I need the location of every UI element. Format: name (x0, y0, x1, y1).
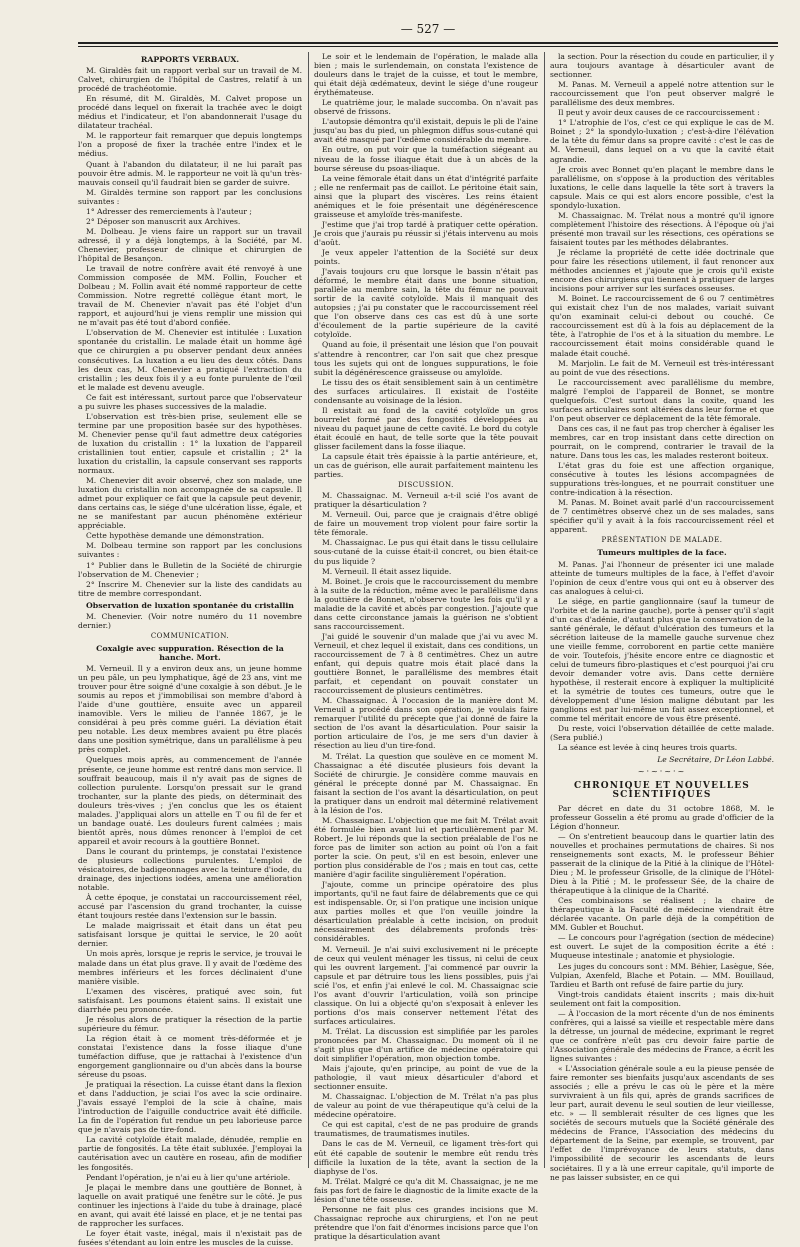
ornament-divider: ~·~·~·~ (637, 766, 687, 776)
paragraph: En outre, on put voir que la tuméfaction siégeant au niveau de la fosse iliaque était due à un abcès de la bourse séreuse du psoas-iliaque. (314, 145, 538, 173)
paragraph: la section. Pour la résection du coude en particulier, il y aura toujours avantage à désarticuler avant de sectionner. (550, 52, 774, 80)
paragraph: Mais j'ajoute, qu'en principe, au point de vue de la pathologie, il vaut mieux désarticuler d'abord et sectionner ensuite. (314, 1064, 538, 1092)
paragraph: Pendant l'opération, je n'ai eu à lier qu'une artériole. (86, 1172, 291, 1182)
paragraph: M. Chenevier. (Voir notre numéro du 11 novembre dernier.) (78, 611, 302, 630)
paragraph: — Le concours pour l'agrégation (section de médecine) est ouvert. Le sujet de la composition écrite a été : Muqueuse intestinale ; anatomie et physiologie. (550, 933, 774, 961)
paragraph: 2° Déposer son manuscrit aux Archives. (86, 216, 241, 226)
paragraph: Je réclame la propriété de cette idée doctrinale que pour faire les résections utilement, il faut renoncer aux méthodes anciennes et j'ajoute que je crois qu'il existe encore des chirurgiens qui tiennent à pratiquer de larges incisions pour arriver sur les surfaces osseuses. (550, 247, 774, 294)
paragraph: Un mois après, lorsque je repris le service, je trouvai le malade dans un état plus grave. Il y avait de l'œdème des membres inférieurs et les forces déclinaient d'une manière visible. (78, 949, 302, 986)
paragraph: L'observation est très-bien prise, seulement elle se termine par une proposition basée sur des hypothèses. M. Chenevier pense qu'il faut admettre deux catégories de luxation du cristallin : 1° la luxation de l'appareil cristallinien tout entier, capsule et cristallin ; 2° la luxation du cristallin, la capsule conservant ses rapports normaux. (78, 411, 302, 476)
paragraph: M. Verneuil. Oui, parce que je craignais d'être obligé de faire un mouvement trop violent pour faire sortir la tête fémorale. (314, 510, 538, 538)
paragraph: Quand au foie, il présentait une lésion que l'on pouvait s'attendre à rencontrer, car l'on sait que chez presque tous les sujets qui ont de longues suppurations, le foie subit la dégénérescence graisseuse ou amyloïde. (314, 340, 538, 377)
text-columns (78, 52, 778, 1247)
page-number: — 527 — (400, 22, 456, 36)
paragraph: M. Trélat. La discussion est simplifiée par les paroles prononcées par M. Chassaignac. Du moment où il ne s'agit plus que d'un artifice de médecine opératoire qui doit simplifier l'opération, mon objection tombe. (314, 1026, 538, 1064)
paragraph: Dans le courant du printemps, je constatai l'existence de plusieurs collections purulentes. L'emploi de vésicatoires, de badigeonnages avec la teinture d'iode, du drainage, des injections iodées, amena une amélioration notable. (78, 846, 302, 893)
paragraph: J'ajoute, comme un principe opératoire des plus importants, qu'il ne faut faire de délabrements que ce qui est indispensable. Or, si l'on pratique une incision unique aux parties molles et que l'on veuille joindre la désarticulation préalable à cette incision, on produit nécessairement des délabrements profonds très-considérables. (314, 880, 538, 944)
paragraph: M. Giraldès fait un rapport verbal sur un travail de M. Calvet, chirurgien de l'hôpital de Castres, relatif à un procédé de trachéotomie. (78, 66, 302, 94)
paragraph: Le tissu des os était sensiblement sain à un centimètre des surfaces articulaires. Il existait de l'ostéite condensante au voisinage de la lésion. (314, 377, 538, 405)
paragraph: Je plaçai le membre dans une gouttière de Bonnet, à laquelle on avait pratiqué une fenêtre sur le côté. Je pus continuer les injections à l'aide du tube à drainage, placé en avant, qui avait été laissé en place, et je ne tentai pas de rapprocher les surfaces. (78, 1182, 302, 1228)
paragraph: Par décret en date du 31 octobre 1868, M. le professeur Gosselin a été promu au grade d'officier de la Légion d'honneur. (550, 803, 774, 831)
paragraph: M. Chassaignac. L'objection que me fait M. Trélat avait été formulée bien avant lui et particulièrement par M. Robert. Je lui réponds que la section préalable de l'os ne force pas de limiter son action au point où l'on a fait porter la scie. On peut, s'il en est besoin, enlever une portion plus considérable de l'os ; mais en tout cas, cette manière d'agir facilite singulièrement l'opération. (314, 815, 538, 880)
paragraph: 1° Adresser des remerciements à l'auteur ; (86, 206, 252, 216)
paragraph: M. Dolbeau termine son rapport par les conclusions suivantes : (78, 541, 302, 560)
paragraph: Dans ces cas, il ne faut pas trop chercher à égaliser les membres, car en trop insistant dans cette direction on pourrait, on le comprend, contrarier le travail de la nature. Dans tous les cas, les malades resteront boiteux. (550, 423, 774, 461)
header-rule (78, 42, 778, 44)
paragraph: 2° Inscrire M. Chenevier sur la liste des candidats au titre de membre correspondant. (78, 579, 302, 598)
paragraph: M. Marjolin. Le fait de M. Verneuil est très-intéressant au point de vue des résections. (550, 358, 774, 377)
paragraph: M. Giraldès termine son rapport par les conclusions suivantes : (78, 187, 302, 206)
paragraph: M. Chenevier dit avoir observé, chez son malade, une luxation du cristallin non accompagnée de sa capsule. Il admet pour expliquer ce fait que la capsule peut devenir, dans certains cas, le siége d'une ulcération lisse, égale, et ne se manifestant par aucun phénomène extérieur appréciable. (78, 476, 302, 531)
paragraph: Je pratiquai la résection. La cuisse étant dans la flexion et dans l'adduction, je sciai l'os avec la scie ordinaire. J'avais essayé l'emploi de la scie à chaîne, mais l'introduction de l'aiguille conductrice avait été difficile. La fin de l'opération fut rendue un peu laborieuse parce que je n'avais pas de tire-fond. (78, 1080, 302, 1135)
column-separator (544, 52, 545, 1168)
paragraph: M. Trélat. Malgré ce qu'a dit M. Chassaignac, je ne me fais pas fort de faire le diagnostic de la limite exacte de la lésion d'une tête osseuse. (314, 1176, 538, 1204)
paragraph: L'autopsie démontra qu'il existait, depuis le pli de l'aine jusqu'au bas du pied, un phlegmon diffus sous-cutané qui avait été masqué par l'œdème considérable du membre. (314, 117, 538, 145)
column-2 (314, 52, 538, 1241)
paragraph: J'estime que j'ai trop tardé à pratiquer cette opération. Je crois que j'aurais pu réussir si j'étais intervenu au mois d'août. (314, 219, 538, 247)
section-subheading: COMMUNICATION. (150, 631, 230, 640)
paragraph: Dans le cas de M. Verneuil, ce ligament très-fort qui eût été capable de soutenir le membre eût rendu très difficile la luxation de la tête, avant la section de la diaphyse de l'os. (314, 1139, 538, 1176)
paragraph: M. Trélat. La question que soulève en ce moment M. Chassaignac a été discutée plusieurs fois devant la Société de chirurgie. Je considère comme mauvais en général le précepte donné par M. Chassaignac. En faisant la section de l'os avant la désarticulation, on peut la pratiquer dans un endroit mal déterminé relativement à la lésion de l'os. (314, 751, 538, 815)
paragraph: La cavité cotyloïde était malade, dénudée, remplie en partie de fongosités. La tête était subluxée. J'employai la cautérisation avec un cautère en roseau, afin de modifier les fongosités. (78, 1135, 302, 1172)
paragraph: M. Panas. M. Verneuil a appelé notre attention sur le raccourcissement que l'on peut observer malgré le parallélisme des deux membres. (550, 80, 774, 108)
paragraph: « L'Association générale soule a eu la pieuse pensée de faire remonter ses bienfaits jusqu'aux ascendants de ses associés ; elle a prévu le cas où le père et la mère survivraient à un fils qui, après de grands sacrifices de leur part, aurait devenu le seul soutien de leur vieillesse, etc. » — Il semblerait résulter de ces lignes que les sociétés de secours mutuels que la Société générale des médecins de France, l'Association des médecins du département de la Seine, par exemple, se trouvent, par l'effet de l'imprévoyance de leurs statuts, dans l'impossibilité de secourir les ascendants de leurs sociétaires. Il y a là une erreur capitale, qu'il importe de ne pas laisser subsister, en ce qui (550, 1064, 774, 1182)
paragraph: Le foyer était vaste, inégal, mais il n'existait pas de fusées s'étendant au loin entre les muscles de la cuisse. (78, 1228, 302, 1247)
paragraph: La séance est levée à cinq heures trois quarts. (558, 743, 738, 753)
paragraph: M. Verneuil. Il y a environ deux ans, un jeune homme un peu pâle, un peu lymphatique, âgé de 23 ans, vint me trouver pour être soigné d'une coxalgie à son début. Je le soumis au repos et j'immobilisai son membre d'abord à l'aide d'une gouttière, ensuite avec un appareil inamovible. Vers le milieu de l'année 1867, je le considérai à peu près comme guéri. La déviation était peu notable. Les deux membres avaient pu être placés dans une position symétrique, dans un parallélisme à peu près complet. (78, 664, 302, 755)
paragraph: Quant à l'abandon du dilatateur, il ne lui paraît pas pouvoir être admis. M. le rapporteur ne voit là qu'un très-mauvais conseil qu'il faudrait bien se garder de suivre. (78, 159, 302, 187)
paragraph: — À l'occasion de la mort récente d'un de nos éminents confrères, qui a laissé sa vieille et respectable mère dans la détresse, un journal de médecine, exprimant le regret que ce confrère n'eût pas cru devoir faire partie de l'Association générale des médecins de France, a écrit les lignes suivantes : (550, 1008, 774, 1063)
paragraph: M. Chassaignac. M. Verneuil a-t-il scié l'os avant de pratiquer la désarticulation ? (314, 491, 538, 510)
paragraph: Le soir et le lendemain de l'opération, le malade alla bien ; mais le surlendemain, on constata l'existence de douleurs dans le trajet de la cuisse, et tout le membre, qui était déjà œdémateux, devint le siége d'une rougeur érythémateuse. (314, 52, 538, 98)
paragraph: 1° L'atrophie de l'os, c'est ce qui explique le cas de M. Boinet ; 2° la spondylo-luxation ; c'est-à-dire l'élévation de la tête du fémur dans sa propre cavité : c'est le cas de M. Verneuil, dans lequel on a vu que la cavité était agrandie. (550, 118, 774, 164)
paragraph: Le quatrième jour, le malade succomba. On n'avait pas observé de frissons. (314, 98, 538, 117)
paragraph: L'état gras du foie est une affection organique, consécutive à toutes les lésions accompagnées de suppurations très-longues, et ne pourrait constituer une contre-indication à la résection. (550, 461, 774, 498)
paragraph: La capsule était très épaissie à la partie antérieure, et, un cas de guérison, elle aurait parfaitement maintenu les parties. (314, 452, 538, 480)
paragraph: Ces combinaisons se réalisent ; la chaire de thérapeutique à la Faculté de médecine viendrait être déclarée vacante. On parle déjà de la compétition de MM. Gubler et Bouchut. (550, 896, 774, 933)
paragraph: J'ai guidé le souvenir d'un malade que j'ai vu avec M. Verneuil, et chez lequel il existait, dans ces conditions, un raccourcissement de 7 à 8 centimètres. Chez un autre enfant, qui depuis quatre mois était placé dans la gouttière Bonnet, le parallélisme des membres était parfait, et cependant on pouvait constater un raccourcissement de plusieurs centimètres. (314, 631, 538, 696)
paragraph: Ce qui est capital, c'est de ne pas produire de grands traumatismes, de traumatismes inutiles. (314, 1120, 538, 1139)
section-heading: RAPPORTS VERBAUX. (140, 55, 240, 64)
paragraph: M. Dolbeau. Je viens faire un rapport sur un travail adressé, il y a déjà longtemps, à la Société, par M. Chenevier, professeur de clinique et chirurgien de l'hôpital de Besançon. (78, 226, 302, 263)
paragraph: La veine fémorale était dans un état d'intégrité parfaite ; elle ne renfermait pas de caillot. Le péritoine était sain, ainsi que la plupart des viscères. Les reins étaient anémiques et le foie présentait une dégénérescence graisseuse et amyloïde très-manifeste. (314, 173, 538, 219)
paragraph: Il existait au fond de la cavité cotyloïde un gros bourrelet formé par des fongosités développées au niveau du paquet jaune de cette cavité. Le bord du cotyle était écoulé en haut, de telle sorte que la tête pouvait glisser facilement dans la fosse iliaque. (314, 405, 538, 451)
paragraph: À cette époque, je constatai un raccourcissement réel, accusé par l'ascension du grand trochanter, la cuisse étant toujours restée dans l'extension sur le bassin. (78, 893, 302, 921)
paragraph: Le siége, en partie ganglionnaire (sauf la tumeur de l'orbite et de la narine gauche), porte à penser qu'il s'agit d'un cas d'adénie, d'autant plus que la conservation de la santé générale, le défaut d'ulcération des tumeurs et la sécrétion laiteuse de la mamelle gauche survenue chez une vieille femme, corroborent en partie cette manière de voir. Toutefois, j'hésite encore entre ce diagnostic et celui de tumeurs fibro-plastiques et c'est pourquoi j'ai cru devoir demander votre avis. Dans cette dernière hypothèse, il resterait encore à expliquer la multiplicité et la symétrie de toutes ces tumeurs, outre que le développement d'une lésion maligne débutant par les ganglions est par lui-même un fait assez exceptionnel, et comme tel méritait encore de vous être présenté. (550, 596, 774, 724)
paragraph: L'observation de M. Chenevier est intitulée : Luxation spontanée du cristallin. Le malade était un homme âgé que ce chirurgien a pu observer pendant deux années consécutives. La luxation a eu lieu des deux côtés. Dans les deux cas, M. Chenevier a pratiqué l'extraction du cristallin ; les deux fois il y a eu fonte purulente de l'œil et le malade est devenu aveugle. (78, 328, 302, 392)
paragraph: Les juges du concours sont : MM. Béhier, Lasègue, Sée, Vulpian, Axenfeld, Blache et Potain. — MM. Bouillaud, Tardieu et Barth ont refusé de faire partie du jury. (550, 961, 774, 989)
paragraph: 1° Publier dans le Bulletin de la Société de chirurgie l'observation de M. Chenevier ; (78, 560, 302, 579)
paragraph: L'examen des viscères, pratiqué avec soin, fut satisfaisant. Les poumons étaient sains. Il existait une diarrhée peu prononcée. (78, 986, 302, 1014)
paragraph: Il peut y avoir deux causes de ce raccourcissement : (558, 108, 760, 118)
paragraph: Je veux appeler l'attention de la Société sur deux points. (314, 247, 538, 267)
paragraph: M. Chassaignac. L'objection de M. Trélat n'a pas plus de valeur au point de vue thérapeutique qu'à celui de la médecine opératoire. (314, 1092, 538, 1120)
column-1 (78, 52, 302, 1247)
paragraph: Le raccourcissement avec parallélisme du membre, malgré l'emploi de l'appareil de Bonnet, se montre quelquefois. C'est surtout dans la coxite, quand les surfaces articulaires sont altérées dans leur forme et que l'on peut observer ce déplacement de la tête fémorale. (550, 377, 774, 423)
paragraph: M. Panas. M. Boinet avait parlé d'un raccourcissement de 7 centimètres observé chez un de ses malades, sans spécifier qu'il y avait à la fois raccourcissement réel et apparent. (550, 498, 774, 535)
paragraph: M. Verneuil. Il était assez liquide. (322, 566, 452, 576)
paragraph: M. Chassaignac. M. Trélat nous a montré qu'il ignore complètement l'histoire des résections. À l'époque où j'ai présenté mon travail sur les résections, ces opérations se faisaient toutes par les méthodes délabrantes. (550, 210, 774, 247)
paragraph: M. le rapporteur fait remarquer que depuis longtemps l'on a proposé de fixer la trachée entre l'index et le médius. (78, 131, 302, 159)
paragraph: M. Boinet. Je crois que le raccourcissement du membre à la suite de la réduction, même avec le parallélisme dans la gouttière de Bonnet, n'observe toute les fois qu'il y a maladie de la cavité et abcès par congestion. J'ajoute que dans cette circonstance jamais la guérison ne s'obtient sans raccourcissement. (314, 576, 538, 631)
section-subheading: PRÉSENTATION DE MALADE. (601, 536, 723, 545)
paragraph: La région était à ce moment très-déformée et je constatai l'existence dans la fosse iliaque d'une tuméfaction diffuse, que je rattachai à l'existence d'un engorgement ganglionnaire ou d'un abcès dans la bourse séreuse du psoas. (78, 1033, 302, 1080)
section-heading: Coxalgie avec suppuration. Résection de la hanche. Mort. (96, 643, 284, 662)
paragraph: Cette hypothèse demande une démonstration. (86, 531, 265, 541)
paragraph: M. Chassaignac. Le pus qui était dans le tissu cellulaire sous-cutané de la cuisse était-il concret, ou bien était-ce du pus liquide ? (314, 538, 538, 566)
paragraph: Je résolus alors de pratiquer la résection de la partie supérieure du fémur. (78, 1014, 302, 1033)
paragraph: Le malade maigrissait et était dans un état peu satisfaisant lorsque je quittai le service, le 20 août dernier. (78, 921, 302, 949)
paragraph: M. Chassaignac. À l'occasion de la manière dont M. Verneuil a procédé dans son opération, je voulais faire remarquer l'utilité du précepte que j'ai donné de faire la section de l'os avant la désarticulation. Pour saisir la portion articulaire de l'os, je me sers d'un davier à résection au lieu d'un tire-fond. (314, 696, 538, 751)
section-heading: Observation de luxation spontanée du cristallin (86, 600, 294, 610)
paragraph: Vingt-trois candidats étaient inscrits ; mais dix-huit seulement ont fait la composition. (550, 989, 774, 1008)
chronicle-title: CHRONIQUE ET NOUVELLES SCIENTIFIQUES (574, 780, 750, 800)
paragraph: M. Panas. J'ai l'honneur de présenter ici une malade atteinte de tumeurs multiples de la face, à l'effet d'avoir l'opinion de ceux d'entre vous qui ont eu à observer des cas analogues à celui-ci. (550, 559, 774, 596)
signature-line: Le Secrétaire, Dr Léon Labbé. (657, 754, 774, 764)
paragraph: Je crois avec Bonnet qu'en plaçant le membre dans le parallélisme, on s'oppose à la production des véritables luxations, le celle dans laquelle la tête sort à travers la capsule. Mais ce qui est alors encore possible, c'est la spondylo-luxation. (550, 164, 774, 210)
paragraph: M. Verneuil. Je n'ai suivi exclusivement ni le précepte de ceux qui veulent ménager les tissus, ni celui de ceux qui les ouvrent largement. J'ai commencé par ouvrir la capsule et par détruire tous les liens possibles, puis j'ai scié l'os, et enfin j'ai enlevé le col. M. Chassaignac scie l'os avant d'ouvrir l'articulation, voilà son principe classique. On lui a objecté qu'on s'exposait à enlever les portions d'os mais conserver nettement l'état des surfaces articulaires. (314, 944, 538, 1026)
section-subheading: DISCUSSION. (398, 481, 454, 490)
column-3 (550, 52, 774, 1182)
paragraph: Ce fait est intéressant, surtout parce que l'observateur a pu suivre les phases successives de la maladie. (78, 392, 302, 411)
section-heading: Tumeurs multiples de la face. (597, 548, 727, 558)
paragraph: Du reste, voici l'observation détaillée de cette malade. (Sera publié.) (550, 724, 774, 743)
paragraph: Le travail de notre confrère avait été renvoyé à une Commission composée de MM. Follin, Foucher et Dolbeau ; M. Follin avait été nommé rapporteur de cette Commission. Notre regretté collègue étant mort, le travail de M. Chenevier n'avait pas été l'objet d'un rapport, et aujourd'hui je viens remplir une mission qui ne m'avait pas été tout d'abord confiée. (78, 264, 302, 328)
paragraph: En résumé, dit M. Giraldès, M. Calvet propose un procédé dans lequel on fixerait la trachée avec le doigt médius et l'indicateur, et l'on abandonnerait l'usage du dilatateur trachéal. (78, 94, 302, 131)
paragraph: Personne ne fait plus ces grandes incisions que M. Chassaignac reproche aux chirurgiens, et l'on ne peut prétendre que l'on fait d'énormes incisions parce que l'on pratique la désarticulation avant (314, 1204, 538, 1241)
paragraph: M. Boinet. Le raccourcissement de 6 ou 7 centimètres qui existait chez l'un de nos malades, variait suivant qu'on examinait celui-ci debout ou couché. Ce raccourcissement est dû à la fois au déplacement de la tête, à l'atrophie de l'os et à la situation du membre. Le raccourcissement était moins considérable quand le malade était couché. (550, 294, 774, 358)
header-rule-thin (78, 46, 778, 47)
paragraph: — On s'entretient beaucoup dans le quartier latin des nouvelles et prochaines permutations de chaires. Si nos renseignements sont exacts, M. le professeur Béhier passerait de la clinique de la Pitié à la clinique de l'Hôtel-Dieu ; M. le professeur Grisolle, de la clinique de l'Hôtel-Dieu à la Pitié ; M. le professeur Sée, de la chaire de thérapeutique à la clinique de la Charité. (550, 831, 774, 896)
paragraph: J'avais toujours cru que lorsque le bassin n'était pas déformé, le membre était dans une bonne situation, parallèle au membre sain, la tête du fémur ne pouvait sortir de la cavité cotyloïde. Mais il manquait des autopsies ; j'ai pu constater que le raccourcissement réel que l'on observe dans ces cas est dû à une sorte d'écoulement de la partie supérieure de la cavité cotyloïde. (314, 267, 538, 340)
column-separator (308, 52, 309, 1168)
paragraph: Quelques mois après, au commencement de l'année présente, ce jeune homme est rentré dans mon service. Il souffrait beaucoup, mais il n'y avait pas de signes de collection purulente. Lorsqu'on pressait sur le grand trochanter, sur la plante des pieds, on déterminait des douleurs très-vives ; j'en conclus que les os étaient malades. J'appliquai alors un attelle en T ou fil de fer et un bandage ouaté. Les douleurs furent calmées ; mais bientôt après, nous dûmes renoncer à l'emploi de cet appareil et avoir recours à la gouttière Bonnet. (78, 755, 302, 846)
